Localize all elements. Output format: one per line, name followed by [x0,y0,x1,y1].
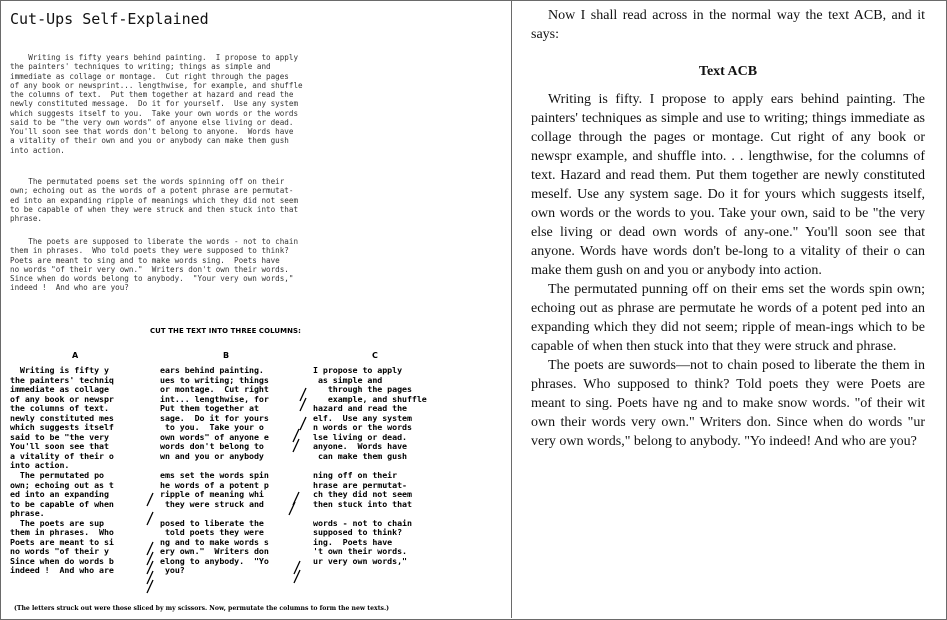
page-title: Cut-Ups Self-Explained [10,10,209,28]
column-c-text: I propose to apply as simple and through the pages example, and shuffle hazard and read the elf. Use any system n words or the words lse living or dead. anyone. Words have can make them gush ning off on their hrase are permutat- ch they did not seem then stuck into that words - not to chain supposed to think? ing. Poets have 't own their words. ur very own words," [313,365,427,566]
scan-footnote: (The letters struck out were those sliced by my scissors. Now, permutate the columns to form the new texts.) [14,604,390,612]
strike-mark [289,502,295,515]
typed-paragraph-1: Writing is fifty years behind painting. I propose to apply the painters' techniques to writing; things as simple and immediate as collage or montage. Cut right through the pages of any book or newsprint... lengthwise, for example, and shuffle the columns of text. Put them together at hazard and read the newly constituted message. Do it for yourself. Use any system which suggests itself to you. Take your own words or the words said to be "the very own words" of anyone else living or dead. You'll soon see that words don't belong to anyone. Words have a vitality of their own and you or anybody can make them gush into action. [10,53,303,155]
intro-paragraph: Now I shall read across in the normal way the text ACB, and it says: [531,8,925,42]
strike-mark [300,417,306,430]
column-b-text: ears behind painting. ues to writing; things or montage. Cut right int... lengthwise, for Put them together at sage. Do it for yours to you. Take your o own words" of anyone e words don't belong to wn and you or anybody ems set the words spin he words of a potent p ripple of meaning whi they were struck and posed to liberate the told poets they were ng and to make words s ery own." Writers don elong to anybody. "Yo you? [160,365,269,576]
scissor-strike-marks [10,324,505,614]
column-divider [511,0,512,618]
column-letter-a: A [72,351,79,360]
scanned-cut-columns [10,324,505,614]
body-paragraph-2: The permutated punning off on their ems set the words spin own; echoing out as phrase are permutate he words of a potent ped into an expanding which they did not seem; ripple of mean-ings which to be capable of when then stuck into that they were struck and phrase. [531,282,925,354]
strike-mark [147,512,153,525]
right-page [531,6,925,451]
left-page [10,6,505,614]
scan-heading: CUT THE TEXT INTO THREE COLUMNS: [150,326,301,335]
body-paragraph-1: Writing is fifty. I propose to apply ears behind painting. The painters' techniques as simple and use to writing; things immediate as collage through the pages or montage. Cut right of any book or newspr example, and shuffle into. . . lengthwise, for the columns of text. Hazard and read them. Put them together are newly constituted meself. Use any system sage. Do it for yours which suggests itself, own words or the words to you. Take your own, said to be "the very else living or dead own words of any-one." You'll soon see that anyone. Words have words don't be-long to a vitality of their o can make them gush on and you or anybody into action. [531,92,925,278]
column-letter-b: B [223,351,230,360]
section-heading: Text ACB [698,64,758,79]
strike-mark [147,493,153,506]
column-a-text: Writing is fifty y the painters' techniq immediate as collage of any book or newspr the columns of text. newly constituted mes which suggests itself said to be "the very You'll soon see that a vitality of their o into action. The permutated po own; echoing out as t ed into an expanding to be capable of when phrase. The poets are sup them in phrases. Who Poets are meant to si no words "of their y Since when do words b indeed ! And who are [10,365,114,576]
column-letter-c: C [372,351,378,360]
typed-paragraph-3: The poets are supposed to liberate the words - not to chain them in phrases. Who told poets they were supposed to think? Poets are meant to sing and to make words sing. Poets have no words "of their very own." Writers don't own their words. Since when do words belong to anybody. "Your very own words," indeed ! And who are you? [10,237,299,293]
typed-paragraph-2: The permutated poems set the words spinning off on their own; echoing out as the words of a potent phrase are permutat- ed into an expanding ripple of meanings which they did not seem to be capable of when they were struck and then stuck into that phrase. [10,177,299,223]
body-paragraph-3: The poets are suwords—not to chain posed to liberate the them in phrases. Who supposed to think? Told poets they were Poets are meant to sing. Poets have ng and to make snow words. "of their wit own their words very own." Writers don. Since when do words "ur very own words," belong to anybody. "Yo indeed! And who are you? [531,358,925,449]
